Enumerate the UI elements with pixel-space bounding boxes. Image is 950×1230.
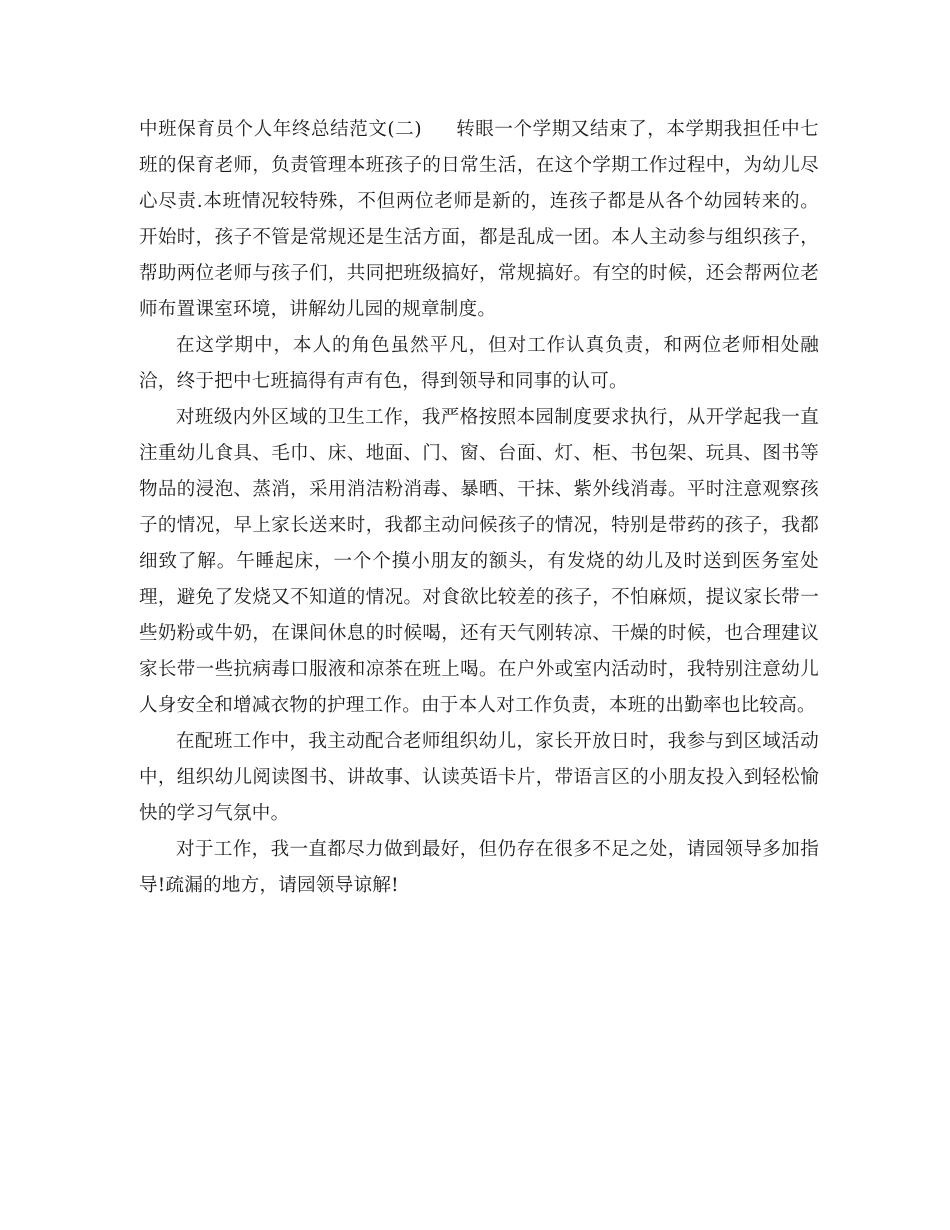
paragraph-2: 在这学期中，本人的角色虽然平凡，但对工作认真负责，和两位老师相处融洽，终于把中七班搞得有声有色，得到领导和同事的认可。 <box>139 335 819 392</box>
paragraph-3: 对班级内外区域的卫生工作，我严格按照本园制度要求执行，从开学起我一直注重幼儿食具、毛巾、床、地面、门、窗、台面、灯、柜、书包架、玩具、图书等物品的浸泡、蒸消，采用消洁粉消毒、暴晒、干抹、紫外线消毒。平时注意观察孩子的情况，早上家长送来时，我都主动问候孩子的情况，特别是带药的孩子，我都细致了解。午睡起床，一个个摸小朋友的额头，有发烧的幼儿及时送到医务室处理，避免了发烧又不知道的情况。对食欲比较差的孩子，不怕麻烦，提议家长带一些奶粉或牛奶，在课间休息的时候喝，还有天气刚转凉、干燥的时候，也合理建议家长带一些抗病毒口服液和凉茶在班上喝。在户外或室内活动时，我特别注意幼儿人身安全和增减衣物的护理工作。由于本人对工作负责，本班的出勤率也比较高。 <box>139 407 819 716</box>
paragraph-1-text: 转眼一个学期又结束了，本学期我担任中七班的保育老师，负责管理本班孩子的日常生活，在这个学期工作过程中，为幼儿尽心尽责.本班情况较特殊，不但两位老师是新的，连孩子都是从各个幼园转来的。开始时，孩子不管是常规还是生活方面，都是乱成一团。本人主动参与组织孩子，帮助两位老师与孩子们，共同把班级搞好，常规搞好。有空的时候，还会帮两位老师布置课室环境，讲解幼儿园的规章制度。 <box>139 119 819 320</box>
document-title: 中班保育员个人年终总结范文(二) <box>139 119 422 140</box>
paragraph-4: 在配班工作中，我主动配合老师组织幼儿，家长开放日时，我参与到区域活动中，组织幼儿阅读图书、讲故事、认读英语卡片，带语言区的小朋友投入到轻松愉快的学习气氛中。 <box>139 731 819 824</box>
paragraph-5: 对于工作，我一直都尽力做到最好，但仍存在很多不足之处，请园领导多加指导!疏漏的地方，请园领导谅解! <box>139 839 819 896</box>
intro-paragraph <box>139 112 819 328</box>
document-body <box>139 112 819 904</box>
